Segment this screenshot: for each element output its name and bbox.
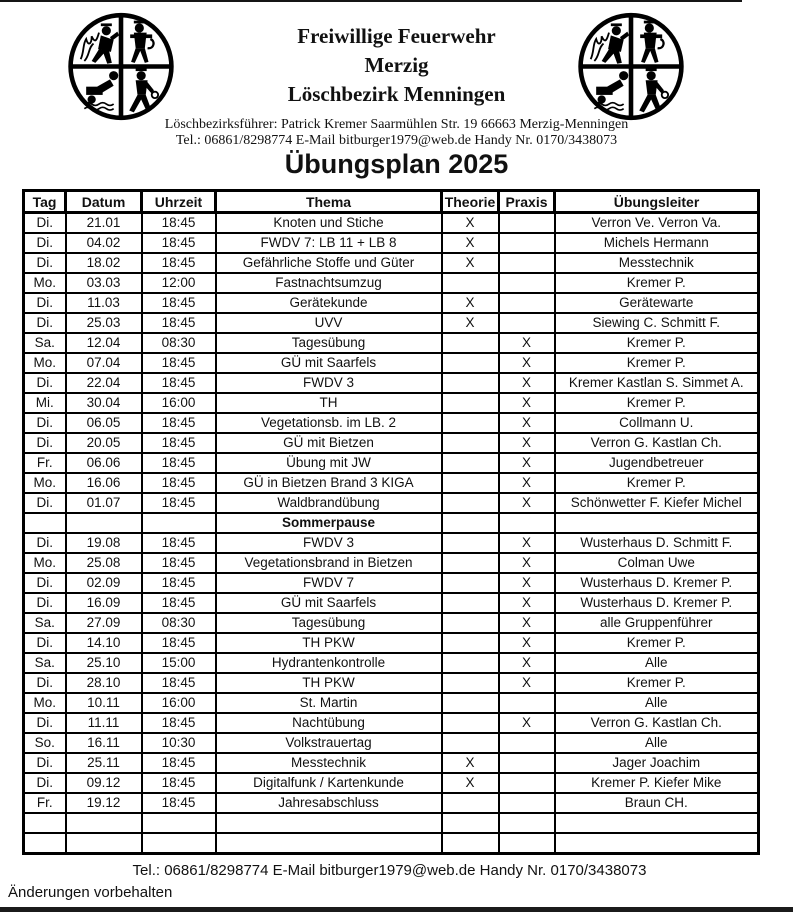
cell-leiter: Jager Joachim xyxy=(555,753,759,773)
cell-thema: GÜ mit Bietzen xyxy=(216,433,442,453)
cell-leiter xyxy=(555,813,759,833)
cell-datum: 04.02 xyxy=(66,233,142,253)
cell-datum: 25.11 xyxy=(66,753,142,773)
cell-theorie: X xyxy=(442,293,499,313)
org-line-2: Merzig xyxy=(364,53,429,77)
cell-datum: 19.08 xyxy=(66,533,142,553)
org-line-1: Freiwillige Feuerwehr xyxy=(297,24,496,48)
table-row xyxy=(24,573,759,593)
table-row xyxy=(24,713,759,733)
cell-leiter: Braun CH. xyxy=(555,793,759,813)
table-row xyxy=(24,753,759,773)
cell-tag: Di. xyxy=(24,593,66,613)
cell-datum: 12.04 xyxy=(66,333,142,353)
cell-tag xyxy=(24,513,66,533)
cell-datum: 25.08 xyxy=(66,553,142,573)
cell-datum xyxy=(66,813,142,833)
cell-leiter: Kremer P. xyxy=(555,473,759,493)
cell-uhrzeit: 18:45 xyxy=(142,233,216,253)
cell-theorie xyxy=(442,393,499,413)
cell-uhrzeit: 18:45 xyxy=(142,773,216,793)
cell-leiter: Schönwetter F. Kiefer Michel xyxy=(555,493,759,513)
cell-theorie xyxy=(442,833,499,854)
cell-praxis: X xyxy=(499,593,555,613)
cell-datum: 25.03 xyxy=(66,313,142,333)
cell-uhrzeit: 18:45 xyxy=(142,353,216,373)
cell-tag: Fr. xyxy=(24,793,66,813)
table-row xyxy=(24,373,759,393)
cell-theorie xyxy=(442,433,499,453)
cell-tag: Di. xyxy=(24,233,66,253)
cell-uhrzeit: 08:30 xyxy=(142,333,216,353)
table-row xyxy=(24,813,759,833)
cell-tag xyxy=(24,833,66,854)
cell-theorie xyxy=(442,713,499,733)
cell-praxis xyxy=(499,513,555,533)
cell-praxis: X xyxy=(499,433,555,453)
cell-uhrzeit: 16:00 xyxy=(142,693,216,713)
cell-uhrzeit: 10:30 xyxy=(142,733,216,753)
cell-uhrzeit: 15:00 xyxy=(142,653,216,673)
cell-uhrzeit: 18:45 xyxy=(142,793,216,813)
cell-thema: TH PKW xyxy=(216,673,442,693)
cell-uhrzeit xyxy=(142,813,216,833)
cell-uhrzeit: 18:45 xyxy=(142,673,216,693)
cell-theorie: X xyxy=(442,753,499,773)
cell-praxis xyxy=(499,753,555,773)
cell-praxis xyxy=(499,833,555,854)
cell-theorie xyxy=(442,613,499,633)
cell-praxis: X xyxy=(499,673,555,693)
table-row xyxy=(24,453,759,473)
cell-leiter: Kremer P. xyxy=(555,673,759,693)
cell-tag: Di. xyxy=(24,713,66,733)
cell-thema: FWDV 7 xyxy=(216,573,442,593)
cell-theorie xyxy=(442,793,499,813)
cell-leiter: Siewing C. Schmitt F. xyxy=(555,313,759,333)
cell-praxis: X xyxy=(499,413,555,433)
cell-uhrzeit: 18:45 xyxy=(142,413,216,433)
cell-thema: TH xyxy=(216,393,442,413)
cell-tag: Di. xyxy=(24,293,66,313)
cell-tag: Mi. xyxy=(24,393,66,413)
schedule-body xyxy=(24,213,759,854)
cell-theorie xyxy=(442,573,499,593)
cell-uhrzeit xyxy=(142,833,216,854)
cell-datum: 02.09 xyxy=(66,573,142,593)
table-header-row xyxy=(24,191,759,213)
cell-leiter: alle Gruppenführer xyxy=(555,613,759,633)
cell-uhrzeit: 18:45 xyxy=(142,373,216,393)
cell-uhrzeit: 18:45 xyxy=(142,713,216,733)
table-row xyxy=(24,313,759,333)
cell-leiter: Alle xyxy=(555,693,759,713)
cell-datum: 28.10 xyxy=(66,673,142,693)
cell-tag: Mo. xyxy=(24,353,66,373)
cell-leiter: Verron Ve. Verron Va. xyxy=(555,213,759,234)
cell-datum: 01.07 xyxy=(66,493,142,513)
cell-datum: 06.06 xyxy=(66,453,142,473)
cell-leiter: Collmann U. xyxy=(555,413,759,433)
cell-uhrzeit: 18:45 xyxy=(142,573,216,593)
cell-thema: FWDV 3 xyxy=(216,533,442,553)
cell-leiter: Kremer P. xyxy=(555,353,759,373)
cell-thema: GÜ in Bietzen Brand 3 KIGA xyxy=(216,473,442,493)
table-row xyxy=(24,793,759,813)
cell-datum: 27.09 xyxy=(66,613,142,633)
scan-edge-top xyxy=(0,0,742,2)
cell-leiter: Jugendbetreuer xyxy=(555,453,759,473)
cell-datum: 10.11 xyxy=(66,693,142,713)
cell-praxis: X xyxy=(499,493,555,513)
cell-leiter: Kremer P. xyxy=(555,633,759,653)
cell-praxis xyxy=(499,213,555,234)
table-row xyxy=(24,673,759,693)
cell-tag: Di. xyxy=(24,753,66,773)
cell-praxis xyxy=(499,793,555,813)
table-row xyxy=(24,333,759,353)
cell-thema: TH PKW xyxy=(216,633,442,653)
cell-theorie: X xyxy=(442,213,499,234)
cell-uhrzeit: 18:45 xyxy=(142,493,216,513)
cell-praxis xyxy=(499,313,555,333)
cell-uhrzeit: 18:45 xyxy=(142,433,216,453)
table-row xyxy=(24,653,759,673)
cell-datum xyxy=(66,833,142,854)
table-row xyxy=(24,473,759,493)
cell-theorie xyxy=(442,513,499,533)
table-row xyxy=(24,773,759,793)
cell-leiter: Wusterhaus D. Kremer P. xyxy=(555,573,759,593)
cell-thema: Fastnachtsumzug xyxy=(216,273,442,293)
cell-theorie xyxy=(442,373,499,393)
cell-thema: UVV xyxy=(216,313,442,333)
training-schedule-table xyxy=(22,189,760,855)
table-row xyxy=(24,353,759,373)
cell-leiter: Alle xyxy=(555,653,759,673)
cell-datum: 11.03 xyxy=(66,293,142,313)
cell-uhrzeit: 16:00 xyxy=(142,393,216,413)
cell-datum: 07.04 xyxy=(66,353,142,373)
cell-tag: Di. xyxy=(24,413,66,433)
cell-thema: Gerätekunde xyxy=(216,293,442,313)
cell-thema: Volkstrauertag xyxy=(216,733,442,753)
cell-datum xyxy=(66,513,142,533)
footer-contact-line: Tel.: 06861/8298774 E-Mail bitburger1979@web.de Handy Nr. 0170/3438073 xyxy=(132,862,647,879)
organization-title xyxy=(0,22,793,109)
table-row xyxy=(24,233,759,253)
cell-tag: Mo. xyxy=(24,693,66,713)
cell-datum: 19.12 xyxy=(66,793,142,813)
cell-theorie xyxy=(442,473,499,493)
cell-datum: 21.01 xyxy=(66,213,142,234)
cell-uhrzeit: 08:30 xyxy=(142,613,216,633)
cell-tag: Di. xyxy=(24,533,66,553)
cell-thema: Tagesübung xyxy=(216,613,442,633)
cell-datum: 16.09 xyxy=(66,593,142,613)
cell-datum: 16.06 xyxy=(66,473,142,493)
cell-praxis xyxy=(499,293,555,313)
cell-theorie xyxy=(442,633,499,653)
cell-datum: 03.03 xyxy=(66,273,142,293)
cell-datum: 06.05 xyxy=(66,413,142,433)
cell-praxis: X xyxy=(499,713,555,733)
cell-theorie xyxy=(442,453,499,473)
page-title: Übungsplan 2025 xyxy=(284,149,509,179)
cell-datum: 16.11 xyxy=(66,733,142,753)
column-header-thema: Thema xyxy=(216,191,442,213)
cell-praxis xyxy=(499,693,555,713)
cell-tag: Di. xyxy=(24,433,66,453)
cell-theorie xyxy=(442,733,499,753)
cell-uhrzeit: 18:45 xyxy=(142,293,216,313)
cell-leiter: Verron G. Kastlan Ch. xyxy=(555,713,759,733)
cell-leiter: Gerätewarte xyxy=(555,293,759,313)
cell-thema: Messtechnik xyxy=(216,753,442,773)
table-row xyxy=(24,273,759,293)
cell-thema: Gefährliche Stoffe und Güter xyxy=(216,253,442,273)
cell-leiter xyxy=(555,513,759,533)
cell-leiter: Alle xyxy=(555,733,759,753)
org-line-3: Löschbezirk Menningen xyxy=(287,82,506,106)
table-row xyxy=(24,553,759,573)
cell-theorie xyxy=(442,593,499,613)
cell-uhrzeit: 18:45 xyxy=(142,553,216,573)
table-row xyxy=(24,633,759,653)
cell-thema: St. Martin xyxy=(216,693,442,713)
cell-leiter: Kremer P. Kiefer Mike xyxy=(555,773,759,793)
table-row xyxy=(24,733,759,753)
cell-tag: Di. xyxy=(24,573,66,593)
contact-header xyxy=(0,117,793,149)
cell-thema: GÜ mit Saarfels xyxy=(216,353,442,373)
table-row xyxy=(24,493,759,513)
cell-uhrzeit: 12:00 xyxy=(142,273,216,293)
cell-theorie xyxy=(442,553,499,573)
footer-note: Änderungen vorbehalten xyxy=(8,884,173,901)
cell-datum: 22.04 xyxy=(66,373,142,393)
cell-praxis: X xyxy=(499,613,555,633)
cell-tag: Di. xyxy=(24,213,66,234)
cell-thema: Nachtübung xyxy=(216,713,442,733)
cell-thema xyxy=(216,833,442,854)
table-row xyxy=(24,833,759,854)
cell-tag: Fr. xyxy=(24,453,66,473)
table-row xyxy=(24,393,759,413)
cell-thema: Digitalfunk / Kartenkunde xyxy=(216,773,442,793)
cell-thema: FWDV 3 xyxy=(216,373,442,393)
cell-tag: Di. xyxy=(24,373,66,393)
cell-tag: Di. xyxy=(24,773,66,793)
cell-praxis: X xyxy=(499,553,555,573)
cell-thema: Waldbrandübung xyxy=(216,493,442,513)
cell-praxis: X xyxy=(499,533,555,553)
cell-uhrzeit xyxy=(142,513,216,533)
column-header-uebungsleiter: Übungsleiter xyxy=(555,191,759,213)
leader-address-line: Löschbezirksführer: Patrick Kremer Saarmühlen Str. 19 66663 Merzig-Menningen xyxy=(164,117,629,132)
cell-tag xyxy=(24,813,66,833)
cell-thema: Hydrantenkontrolle xyxy=(216,653,442,673)
cell-thema: Tagesübung xyxy=(216,333,442,353)
column-header-praxis: Praxis xyxy=(499,191,555,213)
cell-thema: Sommerpause xyxy=(216,513,442,533)
cell-praxis xyxy=(499,233,555,253)
cell-datum: 11.11 xyxy=(66,713,142,733)
cell-tag: Mo. xyxy=(24,553,66,573)
cell-praxis xyxy=(499,253,555,273)
cell-theorie xyxy=(442,693,499,713)
column-header-tag: Tag xyxy=(24,191,66,213)
cell-praxis: X xyxy=(499,633,555,653)
cell-theorie xyxy=(442,333,499,353)
scan-edge-bottom xyxy=(0,907,793,912)
cell-leiter: Kremer Kastlan S. Simmet A. xyxy=(555,373,759,393)
cell-datum: 30.04 xyxy=(66,393,142,413)
cell-leiter: Verron G. Kastlan Ch. xyxy=(555,433,759,453)
column-header-theorie: Theorie xyxy=(442,191,499,213)
cell-theorie xyxy=(442,813,499,833)
cell-praxis: X xyxy=(499,393,555,413)
cell-uhrzeit: 18:45 xyxy=(142,253,216,273)
cell-tag: Di. xyxy=(24,313,66,333)
cell-uhrzeit: 18:45 xyxy=(142,313,216,333)
cell-uhrzeit: 18:45 xyxy=(142,213,216,234)
column-header-datum: Datum xyxy=(66,191,142,213)
cell-thema: Übung mit JW xyxy=(216,453,442,473)
cell-theorie xyxy=(442,653,499,673)
cell-theorie xyxy=(442,533,499,553)
column-header-uhrzeit: Uhrzeit xyxy=(142,191,216,213)
cell-datum: 09.12 xyxy=(66,773,142,793)
cell-leiter: Wusterhaus D. Kremer P. xyxy=(555,593,759,613)
cell-thema xyxy=(216,813,442,833)
table-row xyxy=(24,413,759,433)
cell-theorie xyxy=(442,273,499,293)
cell-tag: Mo. xyxy=(24,273,66,293)
cell-theorie: X xyxy=(442,253,499,273)
cell-uhrzeit: 18:45 xyxy=(142,533,216,553)
cell-uhrzeit: 18:45 xyxy=(142,633,216,653)
cell-theorie xyxy=(442,673,499,693)
cell-theorie: X xyxy=(442,313,499,333)
cell-praxis xyxy=(499,813,555,833)
cell-thema: Knoten und Stiche xyxy=(216,213,442,234)
cell-praxis: X xyxy=(499,573,555,593)
cell-datum: 18.02 xyxy=(66,253,142,273)
cell-praxis: X xyxy=(499,473,555,493)
header-contact-line: Tel.: 06861/8298774 E-Mail bitburger1979@web.de Handy Nr. 0170/3438073 xyxy=(175,133,618,148)
cell-thema: FWDV 7: LB 11 + LB 8 xyxy=(216,233,442,253)
table-row xyxy=(24,433,759,453)
cell-theorie xyxy=(442,353,499,373)
cell-praxis: X xyxy=(499,653,555,673)
cell-datum: 14.10 xyxy=(66,633,142,653)
table-row xyxy=(24,593,759,613)
table-row xyxy=(24,613,759,633)
cell-praxis: X xyxy=(499,353,555,373)
cell-tag: Di. xyxy=(24,673,66,693)
cell-praxis: X xyxy=(499,373,555,393)
cell-thema: GÜ mit Saarfels xyxy=(216,593,442,613)
cell-theorie xyxy=(442,413,499,433)
cell-leiter: Kremer P. xyxy=(555,393,759,413)
cell-leiter: Colman Uwe xyxy=(555,553,759,573)
cell-leiter: Messtechnik xyxy=(555,253,759,273)
section-row xyxy=(24,513,759,533)
cell-thema: Vegetationsbrand in Bietzen xyxy=(216,553,442,573)
cell-datum: 25.10 xyxy=(66,653,142,673)
cell-uhrzeit: 18:45 xyxy=(142,453,216,473)
cell-tag: Sa. xyxy=(24,653,66,673)
cell-uhrzeit: 18:45 xyxy=(142,593,216,613)
cell-theorie xyxy=(442,493,499,513)
cell-praxis xyxy=(499,273,555,293)
cell-theorie: X xyxy=(442,773,499,793)
cell-thema: Jahresabschluss xyxy=(216,793,442,813)
cell-praxis xyxy=(499,733,555,753)
table-row xyxy=(24,533,759,553)
cell-leiter: Wusterhaus D. Schmitt F. xyxy=(555,533,759,553)
cell-leiter: Kremer P. xyxy=(555,333,759,353)
cell-tag: Di. xyxy=(24,253,66,273)
cell-leiter: Kremer P. xyxy=(555,273,759,293)
cell-tag: Sa. xyxy=(24,613,66,633)
cell-thema: Vegetationsb. im LB. 2 xyxy=(216,413,442,433)
cell-tag: Mo. xyxy=(24,473,66,493)
table-row xyxy=(24,293,759,313)
table-row xyxy=(24,253,759,273)
cell-leiter xyxy=(555,833,759,854)
cell-tag: Di. xyxy=(24,493,66,513)
cell-praxis: X xyxy=(499,453,555,473)
cell-praxis: X xyxy=(499,333,555,353)
table-row xyxy=(24,693,759,713)
cell-uhrzeit: 18:45 xyxy=(142,473,216,493)
cell-leiter: Michels Hermann xyxy=(555,233,759,253)
table-row xyxy=(24,213,759,234)
cell-datum: 20.05 xyxy=(66,433,142,453)
cell-theorie: X xyxy=(442,233,499,253)
cell-tag: Di. xyxy=(24,633,66,653)
cell-tag: So. xyxy=(24,733,66,753)
cell-praxis xyxy=(499,773,555,793)
cell-tag: Sa. xyxy=(24,333,66,353)
cell-uhrzeit: 18:45 xyxy=(142,753,216,773)
